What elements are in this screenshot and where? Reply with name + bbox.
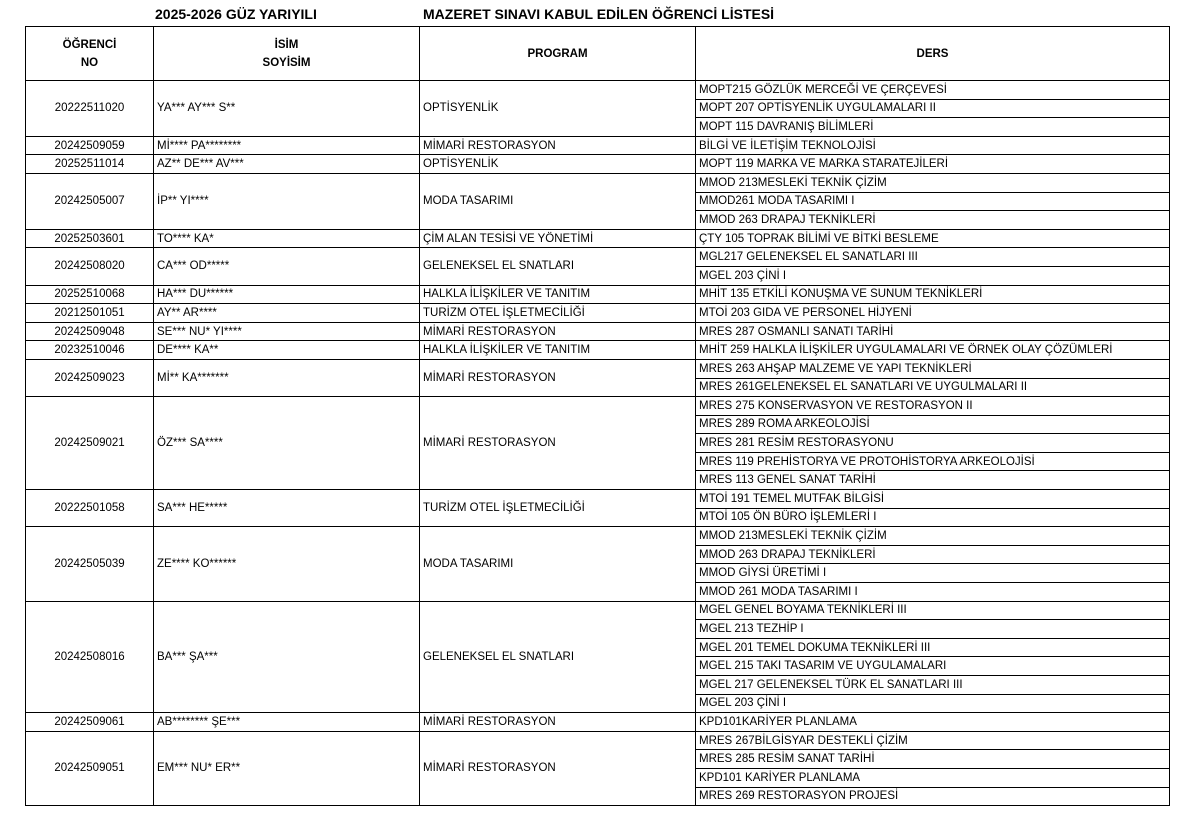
program-cell: HALKLA İLİŞKİLER VE TANITIM: [420, 285, 696, 304]
student-name-cell: DE**** KA**: [154, 341, 420, 360]
table-row: [26, 322, 1170, 341]
student-no-cell: 20252510068: [26, 285, 154, 304]
student-name-cell: AY** AR****: [154, 304, 420, 323]
course-cell: MOPT 207 OPTİSYENLİK UYGULAMALARI II: [696, 99, 1170, 118]
program-cell: MİMARİ RESTORASYON: [420, 136, 696, 155]
student-name-cell: Mİ** KA*******: [154, 359, 420, 396]
course-cell: MRES 281 RESİM RESTORASYONU: [696, 434, 1170, 453]
course-cell: MGEL 215 TAKI TASARIM VE UYGULAMALARI: [696, 657, 1170, 676]
student-no-cell: 20242509021: [26, 397, 154, 490]
table-row: [26, 81, 1170, 100]
course-cell: MGEL 201 TEMEL DOKUMA TEKNİKLERİ III: [696, 638, 1170, 657]
student-no-cell: 20242509048: [26, 322, 154, 341]
student-name-cell: HA*** DU******: [154, 285, 420, 304]
table-row: [26, 173, 1170, 192]
column-header-course: DERS: [696, 27, 1170, 81]
student-no-cell: 20222501058: [26, 490, 154, 527]
course-cell: MMOD 213MESLEKİ TEKNİK ÇİZİM: [696, 173, 1170, 192]
student-no-cell: 20242509051: [26, 731, 154, 805]
course-cell: MRES 275 KONSERVASYON VE RESTORASYON II: [696, 397, 1170, 416]
table-row: [26, 304, 1170, 323]
program-cell: OPTİSYENLİK: [420, 155, 696, 174]
course-cell: MHİT 259 HALKLA İLİŞKİLER UYGULAMALARI VE ÖRNEK OLAY ÇÖZÜMLERİ: [696, 341, 1170, 360]
table-row: [26, 397, 1170, 416]
column-header-program: PROGRAM: [420, 27, 696, 81]
course-cell: MOPT215 GÖZLÜK MERCEĞİ VE ÇERÇEVESİ: [696, 81, 1170, 100]
program-cell: GELENEKSEL EL SNATLARI: [420, 601, 696, 713]
table-row: [26, 341, 1170, 360]
course-cell: MMOD 213MESLEKİ TEKNİK ÇİZİM: [696, 527, 1170, 546]
program-cell: ÇİM ALAN TESİSİ VE YÖNETİMİ: [420, 229, 696, 248]
student-no-cell: 20242505039: [26, 527, 154, 601]
table-row: [26, 155, 1170, 174]
course-cell: MTOİ 203 GIDA VE PERSONEL HİJYENİ: [696, 304, 1170, 323]
table-row: [26, 136, 1170, 155]
student-rows: [26, 81, 1170, 806]
student-name-cell: ÖZ*** SA****: [154, 397, 420, 490]
student-name-cell: SE*** NU* YI****: [154, 322, 420, 341]
student-name-cell: AB******** ŞE***: [154, 713, 420, 732]
column-header-name: [154, 27, 420, 81]
course-cell: KPD101 KARİYER PLANLAMA: [696, 768, 1170, 787]
course-cell: MGEL GENEL BOYAMA TEKNİKLERİ III: [696, 601, 1170, 620]
list-title: MAZERET SINAVI KABUL EDİLEN ÖĞRENCİ LİSTESİ: [423, 6, 775, 22]
column-header-student-no: [26, 27, 154, 81]
course-cell: MRES 113 GENEL SANAT TARİHİ: [696, 471, 1170, 490]
student-list-table: [25, 26, 1170, 806]
course-cell: MRES 287 OSMANLI SANATI TARİHİ: [696, 322, 1170, 341]
student-name-cell: EM*** NU* ER**: [154, 731, 420, 805]
student-no-cell: 20222511020: [26, 81, 154, 137]
table-row: [26, 359, 1170, 378]
program-cell: OPTİSYENLİK: [420, 81, 696, 137]
table-row: [26, 229, 1170, 248]
program-cell: MİMARİ RESTORASYON: [420, 731, 696, 805]
course-cell: MRES 119 PREHİSTORYA VE PROTOHİSTORYA ARKEOLOJİSİ: [696, 452, 1170, 471]
course-cell: MTOİ 191 TEMEL MUTFAK BİLGİSİ: [696, 490, 1170, 509]
program-cell: MİMARİ RESTORASYON: [420, 359, 696, 396]
course-cell: MMOD261 MODA TASARIMI I: [696, 192, 1170, 211]
course-cell: MRES 285 RESİM SANAT TARİHİ: [696, 750, 1170, 769]
program-cell: GELENEKSEL EL SNATLARI: [420, 248, 696, 285]
program-cell: MİMARİ RESTORASYON: [420, 322, 696, 341]
program-cell: TURİZM OTEL İŞLETMECİLİĞİ: [420, 304, 696, 323]
course-cell: MGEL 203 ÇİNİ I: [696, 694, 1170, 713]
table-row: [26, 490, 1170, 509]
program-cell: MODA TASARIMI: [420, 173, 696, 229]
student-no-cell: 20242509023: [26, 359, 154, 396]
course-cell: MRES 269 RESTORASYON PROJESİ: [696, 787, 1170, 806]
course-cell: MRES 289 ROMA ARKEOLOJİSİ: [696, 415, 1170, 434]
table-row: [26, 731, 1170, 750]
student-no-cell: 20212501051: [26, 304, 154, 323]
course-cell: MOPT 115 DAVRANIŞ BİLİMLERİ: [696, 118, 1170, 137]
course-cell: ÇTY 105 TOPRAK BİLİMİ VE BİTKİ BESLEME: [696, 229, 1170, 248]
program-cell: TURİZM OTEL İŞLETMECİLİĞİ: [420, 490, 696, 527]
program-cell: MODA TASARIMI: [420, 527, 696, 601]
program-cell: MİMARİ RESTORASYON: [420, 397, 696, 490]
course-cell: MGEL 217 GELENEKSEL TÜRK EL SANATLARI III: [696, 676, 1170, 695]
program-cell: HALKLA İLİŞKİLER VE TANITIM: [420, 341, 696, 360]
student-name-cell: CA*** OD*****: [154, 248, 420, 285]
column-header-student-no-line2: NO: [80, 56, 99, 69]
table-row: [26, 713, 1170, 732]
header-row: [26, 27, 1170, 81]
semester-heading: 2025-2026 GÜZ YARIYILI: [155, 6, 317, 22]
student-no-cell: 20242505007: [26, 173, 154, 229]
course-cell: MGL217 GELENEKSEL EL SANATLARI III: [696, 248, 1170, 267]
course-cell: KPD101KARİYER PLANLAMA: [696, 713, 1170, 732]
student-no-cell: 20242508020: [26, 248, 154, 285]
column-header-name-line1: İSİM: [274, 38, 299, 51]
student-no-cell: 20242509061: [26, 713, 154, 732]
table-row: [26, 527, 1170, 546]
course-cell: MMOD GİYSİ ÜRETİMİ I: [696, 564, 1170, 583]
student-no-cell: 20232510046: [26, 341, 154, 360]
student-name-cell: TO**** KA*: [154, 229, 420, 248]
student-name-cell: AZ** DE*** AV***: [154, 155, 420, 174]
column-header-name-line2: SOYİSİM: [262, 56, 311, 69]
course-cell: MGEL 203 ÇİNİ I: [696, 266, 1170, 285]
column-header-student-no-line1: ÖĞRENCİ: [62, 38, 117, 51]
course-cell: MMOD 261 MODA TASARIMI I: [696, 583, 1170, 602]
course-cell: MGEL 213 TEZHİP I: [696, 620, 1170, 639]
student-name-cell: İP** YI****: [154, 173, 420, 229]
table-row: [26, 285, 1170, 304]
course-cell: MOPT 119 MARKA VE MARKA STARATEJİLERİ: [696, 155, 1170, 174]
course-cell: MRES 267BİLGİSYAR DESTEKLİ ÇİZİM: [696, 731, 1170, 750]
course-cell: BİLGİ VE İLETİŞİM TEKNOLOJİSİ: [696, 136, 1170, 155]
course-cell: MMOD 263 DRAPAJ TEKNİKLERİ: [696, 211, 1170, 230]
student-no-cell: 20242508016: [26, 601, 154, 713]
student-no-cell: 20242509059: [26, 136, 154, 155]
course-cell: MRES 263 AHŞAP MALZEME VE YAPI TEKNİKLERİ: [696, 359, 1170, 378]
table-row: [26, 601, 1170, 620]
table-row: [26, 248, 1170, 267]
student-no-cell: 20252511014: [26, 155, 154, 174]
student-name-cell: YA*** AY*** S**: [154, 81, 420, 137]
course-cell: MHİT 135 ETKİLİ KONUŞMA VE SUNUM TEKNİKLERİ: [696, 285, 1170, 304]
course-cell: MTOİ 105 ÖN BÜRO İŞLEMLERİ I: [696, 508, 1170, 527]
student-no-cell: 20252503601: [26, 229, 154, 248]
program-cell: MİMARİ RESTORASYON: [420, 713, 696, 732]
course-cell: MMOD 263 DRAPAJ TEKNİKLERİ: [696, 545, 1170, 564]
student-name-cell: Mİ**** PA********: [154, 136, 420, 155]
course-cell: MRES 261GELENEKSEL EL SANATLARI VE UYGULMALARI II: [696, 378, 1170, 397]
student-name-cell: ZE**** KO******: [154, 527, 420, 601]
student-name-cell: BA*** ŞA***: [154, 601, 420, 713]
student-name-cell: SA*** HE*****: [154, 490, 420, 527]
